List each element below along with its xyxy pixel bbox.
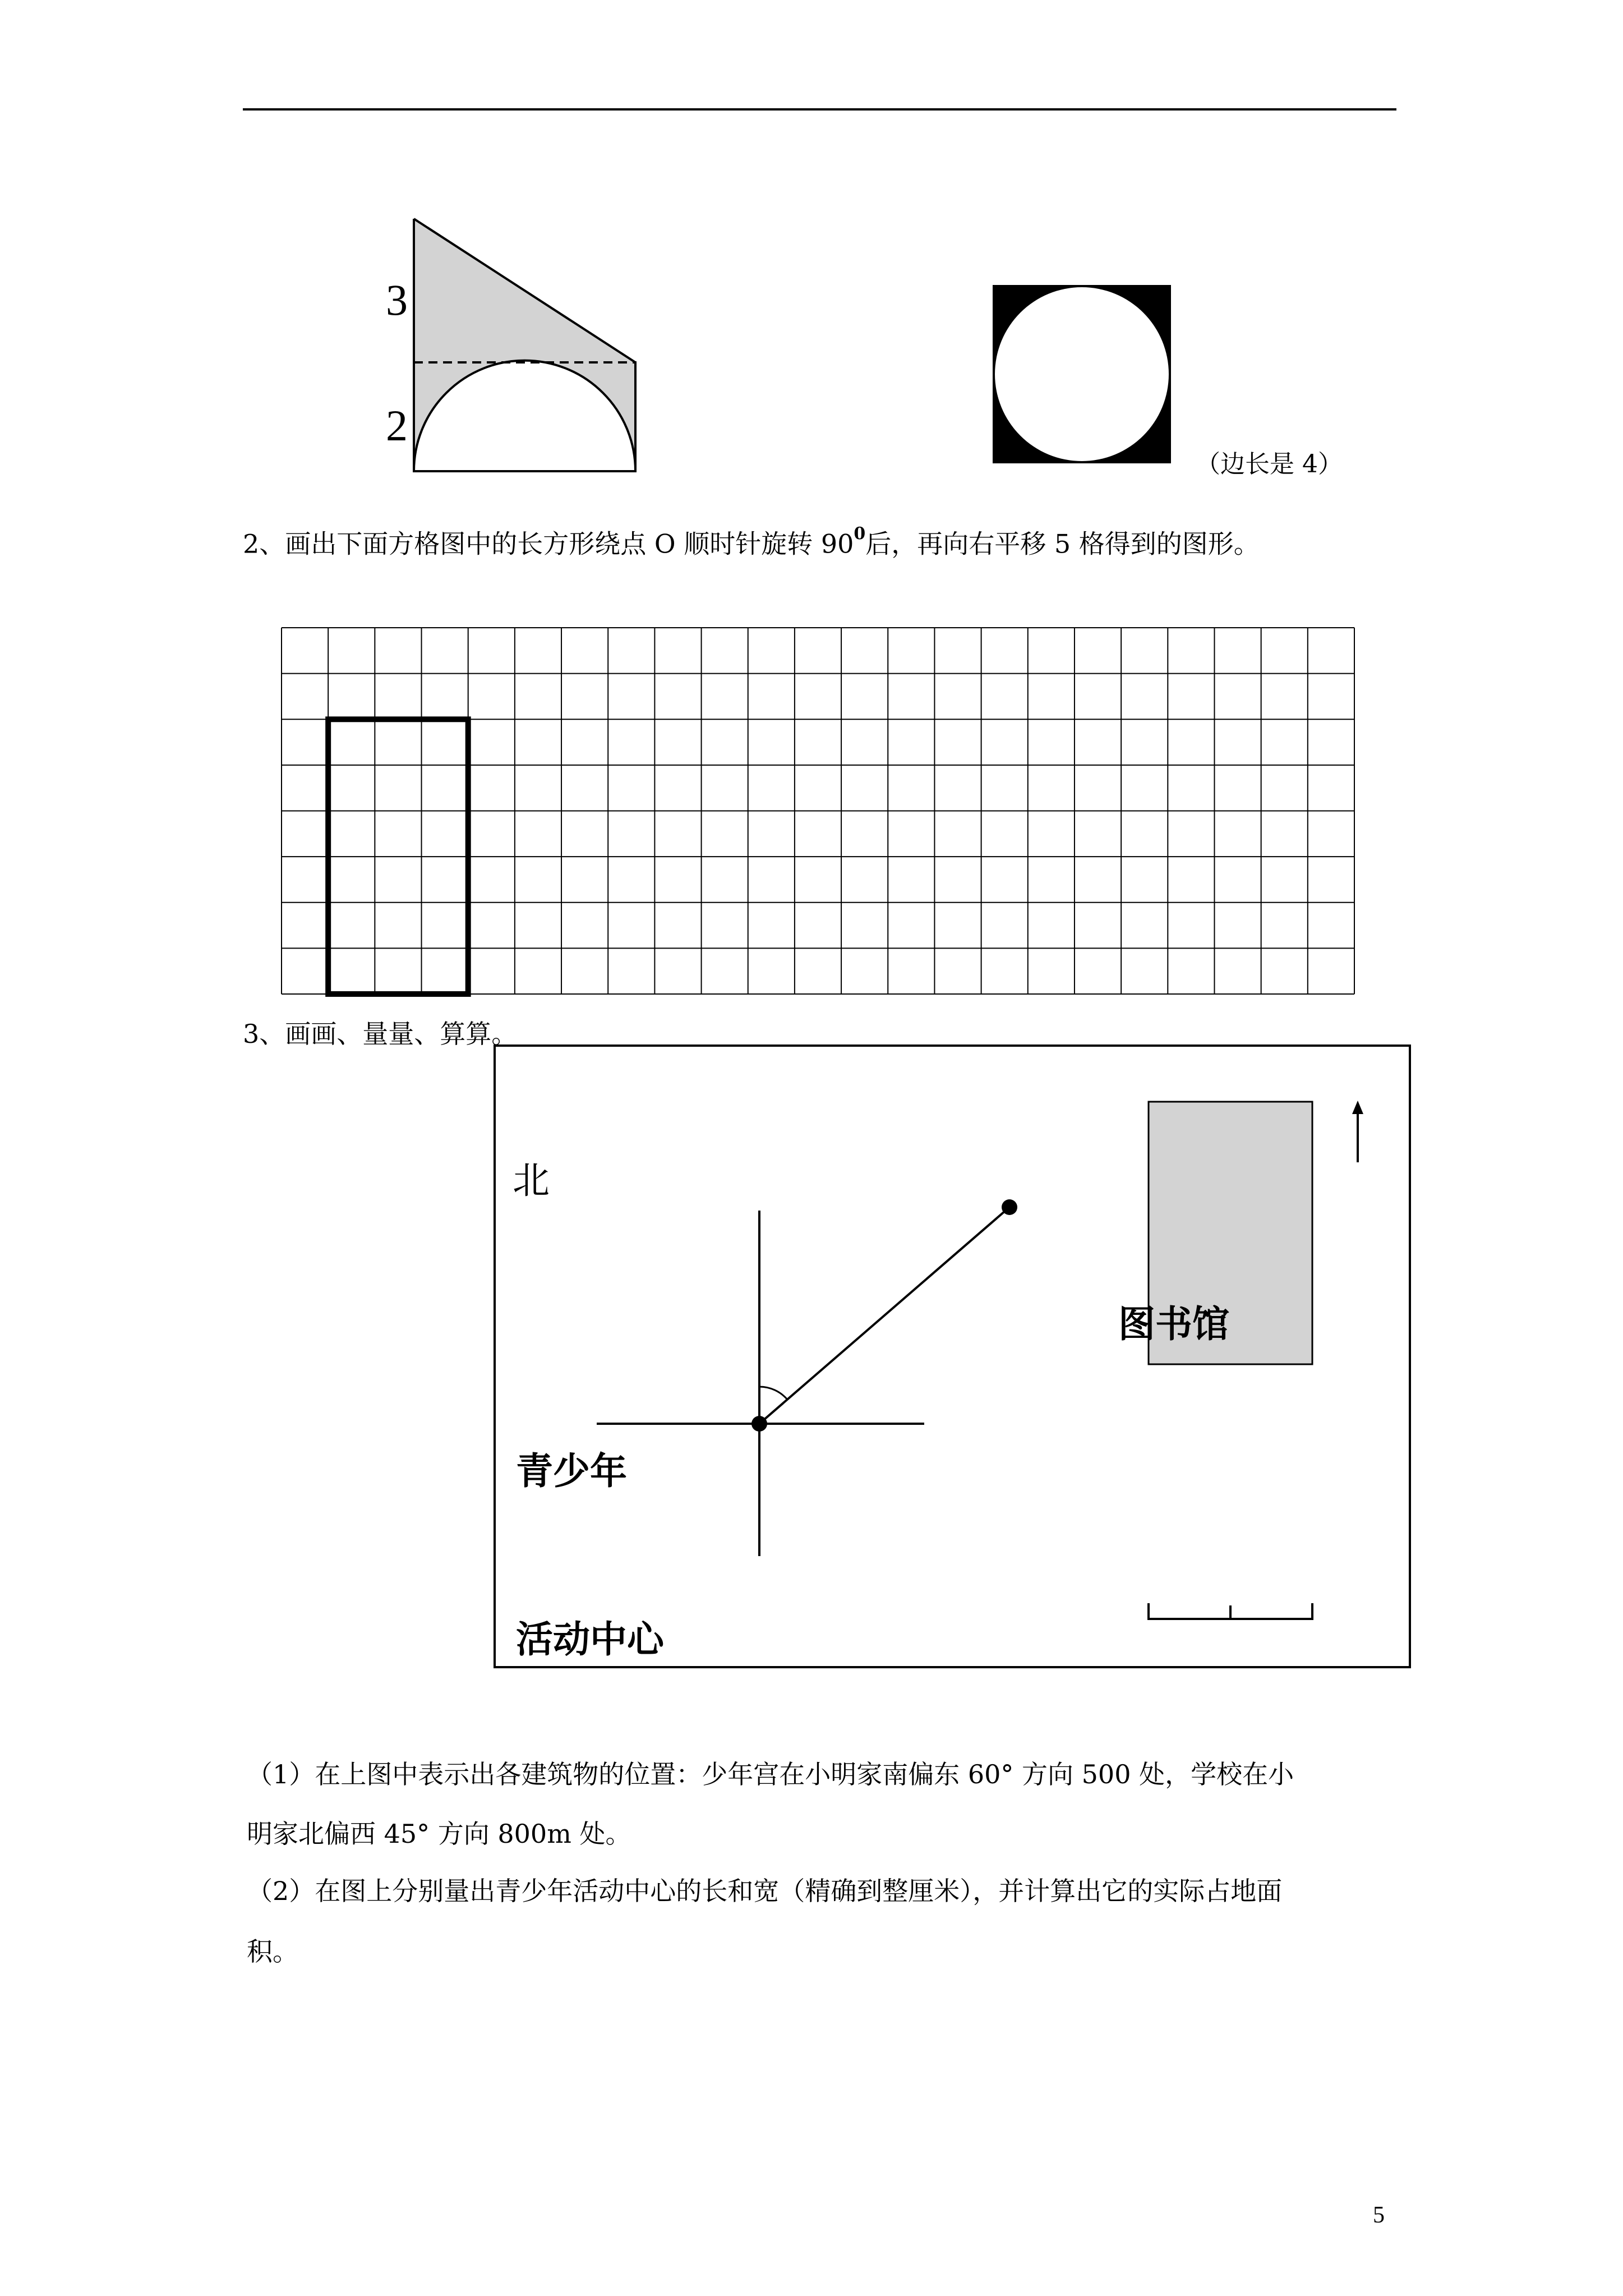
- north-label: 北: [513, 1159, 550, 1202]
- square-grid: [280, 627, 1357, 997]
- question-2-text: [243, 524, 1260, 559]
- center-label-line1: 青少年: [516, 1450, 627, 1493]
- center-label-line2: 活动中心: [516, 1618, 664, 1661]
- q2-suffix: 后，再向右平移 5 格得到的图形。: [865, 528, 1260, 559]
- map-diagram: [494, 1045, 1413, 1673]
- q2-prefix: 2、画出下面方格图中的长方形绕点 O 顺时针旋转 90: [243, 528, 854, 559]
- sub2-line2: 积。: [247, 1936, 298, 1967]
- sub2-line1: （2）在图上分别量出青少年活动中心的长和宽（精确到整厘米），并计算出它的实际占地面: [247, 1876, 1283, 1906]
- page-number: 5: [1373, 2202, 1385, 2228]
- header-rule: [243, 108, 1396, 111]
- trapezoid-semicircle-figure: [393, 208, 673, 477]
- library-label: 图书馆: [1118, 1303, 1229, 1346]
- sub1-line2: 明家北偏西 45° 方向 800m 处。: [247, 1819, 631, 1849]
- q2-degree-sup: 0: [854, 524, 866, 544]
- question-3-title: 3、画画、量量、算算。: [243, 1019, 518, 1049]
- square-circle-figure: [993, 280, 1178, 466]
- square-caption: （边长是 4）: [1196, 450, 1343, 478]
- trapezoid-label-2: 2: [386, 401, 408, 450]
- sub1-line1: （1）在上图中表示出各建筑物的位置：少年宫在小明家南偏东 60° 方向 500 处，学校在小: [247, 1759, 1294, 1789]
- trapezoid-label-3: 3: [386, 275, 408, 324]
